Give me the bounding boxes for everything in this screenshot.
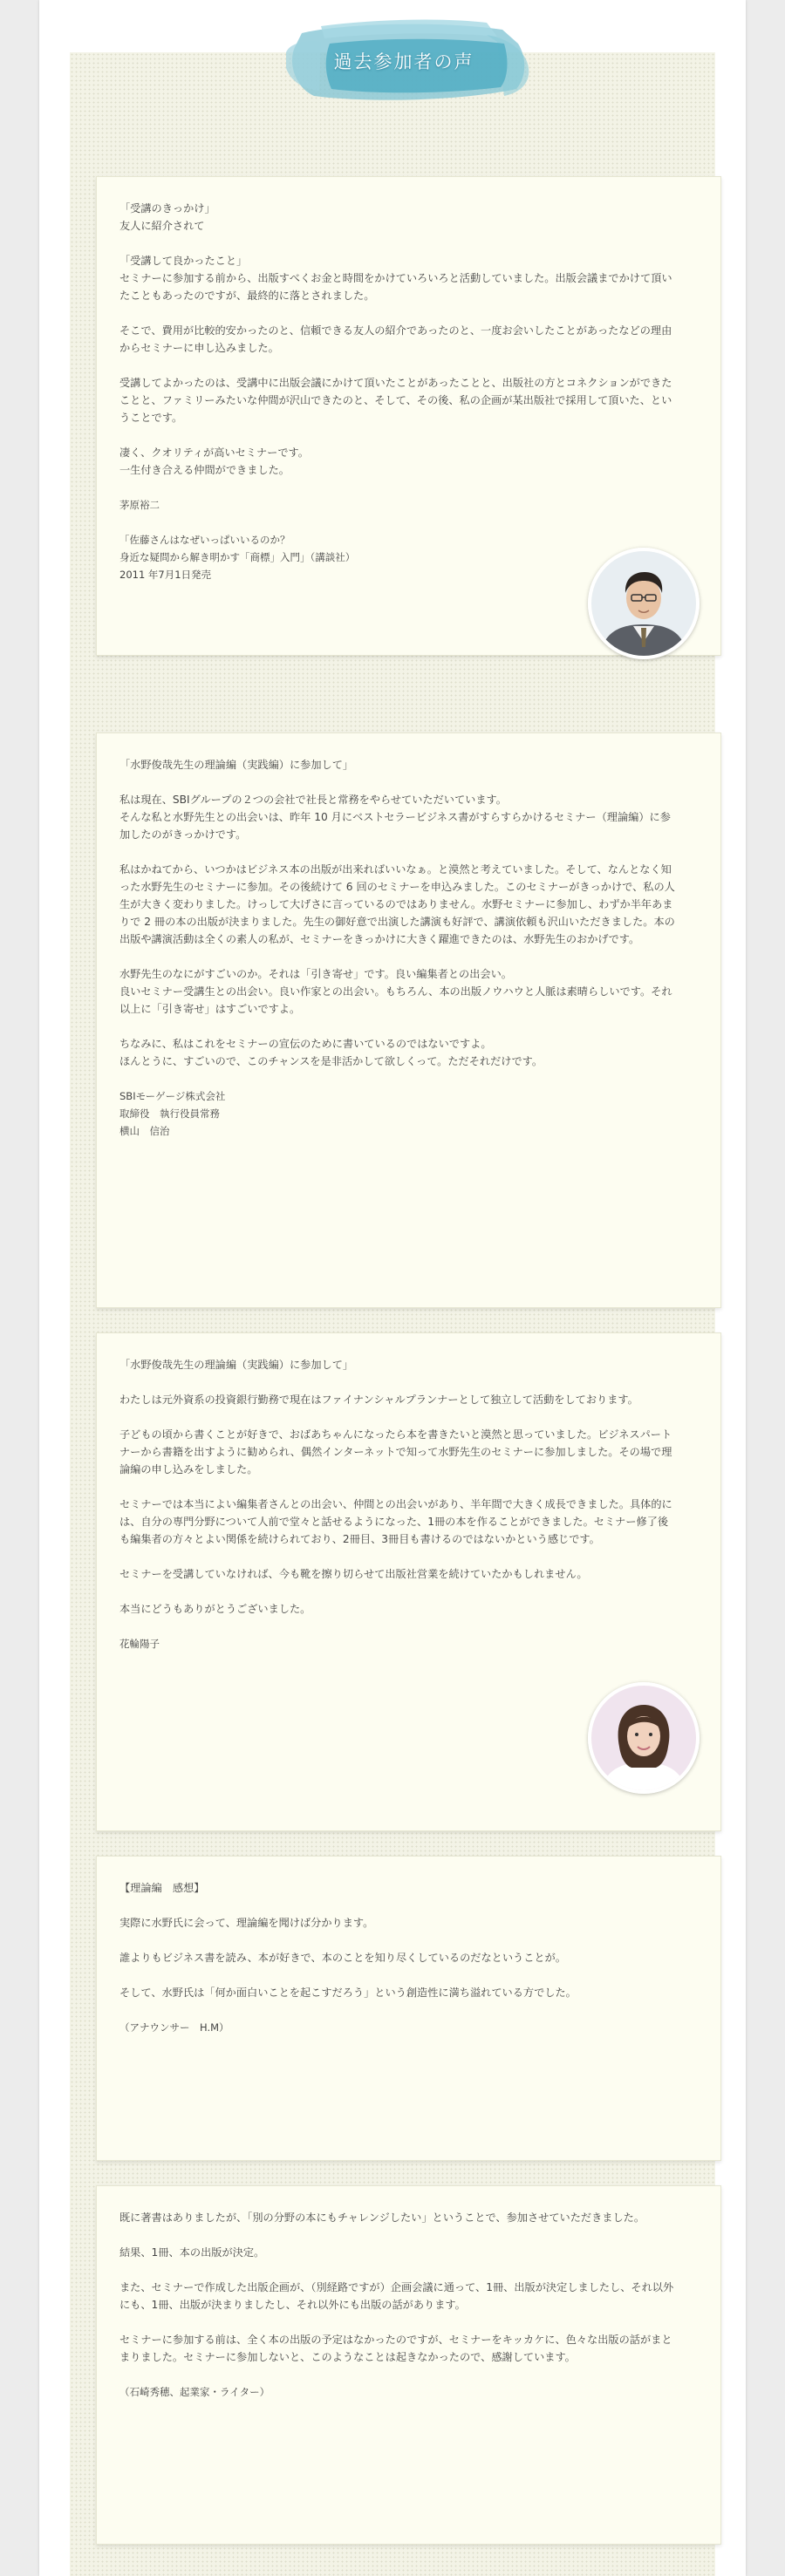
testimonial-text: セミナーに参加する前は、全く本の出版の予定はなかったのですが、セミナーをキッカケに、色々な出版の話がまとまりました。セミナーに参加しないと、このようなことは起きなかったので、感謝しています。: [119, 2334, 672, 2363]
testimonial-text: また、セミナーで作成した出版企画が、（別経路ですが）企画会議に通って、1冊、出版が決定しましたし、それ以外にも、1冊、出版が決まりましたし、それ以外にも出版の話があります。: [119, 2281, 674, 2311]
testimonial-text: 水野先生のなにがすごいのか。それは「引き寄せ」です。良い編集者との出会い。 良いセミナー受講生との出会い。良い作家との出会い。もちろん、本の出版ノウハウと人脈は素晴らしいです。それ以上に「引き寄せ」はすごいですよ。: [119, 968, 672, 1015]
testimonial-author: （アナウンサー H.M）: [119, 2021, 229, 2034]
testimonial-card-3: [96, 1332, 721, 1831]
testimonial-author: （石崎秀穂、起業家・ライター）: [119, 2386, 270, 2398]
testimonial-text: 本当にどうもありがとうございました。: [119, 1603, 311, 1615]
page: [39, 0, 746, 2576]
testimonial-text: 「受講して良かったこと」 セミナーに参加する前から、出版すべくお金と時間をかけていろいろと活動していました。出版会議までかけて頂いたこともあったのですが、最終的に落とされました。: [119, 255, 672, 302]
testimonial-text: 私は現在、SBIグループの２つの会社で社長と常務をやらせていただいています。 そんな私と水野先生との出会いは、昨年 10 月にベストセラービジネス書がすらすらかけるセミナー（理論編）に参加したのがきっかけです。: [119, 794, 671, 841]
testimonial-text: そこで、費用が比較的安かったのと、信頼できる友人の紹介であったのと、一度お会いしたことがあったなどの理由からセミナーに申し込みました。: [119, 324, 672, 354]
testimonial-text: 誰よりもビジネス書を読み、本が好きで、本のことを知り尽くしているのだなということが。: [119, 1952, 566, 1964]
testimonial-text: 私はかねてから、いつかはビジネス本の出版が出来ればいいなぁ。と漠然と考えていました。そして、なんとなく知った水野先生のセミナーに参加。その後続けて 6 回のセミナーを申込みました。このセミナーがきっかけで、私の人生が大きく変わりました。けっして大げさに言っているのではありません。水野セミナーに参加し、わずか半年あまりで 2 冊の本の出版が決まりました。先生の御好意で出演した講演も好評で、講演依頼も沢山いただきました。本の出版や講演活動は全くの素人の私が、セミナーをきっかけに大きく躍進できたのは、水野先生のおかげです。: [119, 863, 675, 945]
testimonial-card-4: [96, 1856, 721, 2161]
man-portrait-icon: [591, 551, 696, 656]
testimonial-author: 花輪陽子: [119, 1638, 160, 1650]
testimonial-text: 受講してよかったのは、受講中に出版会議にかけて頂いたことがあったことと、出版社の方とコネクションができたことと、ファミリーみたいな仲間が沢山できたのと、そして、その後、私の企画が某出版社で採用して頂いた、ということです。: [119, 377, 672, 424]
testimonial-text: セミナーを受講していなければ、今も靴を擦り切らせて出版社営業を続けていたかもしれません。: [119, 1568, 588, 1580]
testimonial-text: ちなみに、私はこれをセミナーの宣伝のために書いているのではないですよ。 ほんとうに、すごいので、このチャンスを是非活かして欲しくって。ただそれだけです。: [119, 1038, 543, 1067]
testimonial-card-2: [96, 733, 721, 1308]
testimonial-text: 「水野俊哉先生の理論編（実践編）に参加して」: [119, 759, 354, 771]
testimonial-text: 子どもの頃から書くことが好きで、おばあちゃんになったら本を書きたいと漠然と思っていました。ビジネスパートナーから書籍を出すように勧められ、偶然インターネットで知って水野先生のセミナーに参加しました。その場で理論編の申し込みをしました。: [119, 1428, 672, 1475]
testimonial-text: 既に著書はありましたが、「別の分野の本にもチャレンジしたい」ということで、参加させていただきました。: [119, 2211, 645, 2224]
author-photo: [588, 548, 700, 659]
testimonial-text: そして、水野氏は「何か面白いことを起こすだろう」という創造性に満ち溢れている方でした。: [119, 1987, 577, 1999]
testimonial-author: 茅原裕二: [119, 499, 160, 511]
testimonial-text: 「受講のきっかけ」 友人に紹介されて: [119, 202, 215, 232]
testimonial-text: わたしは元外資系の投資銀行勤務で現在はファイナンシャルプランナーとして独立して活動をしております。: [119, 1394, 638, 1406]
testimonial-author: SBIモーゲージ株式会社 取締役 執行役員常務 横山 信治: [119, 1090, 226, 1137]
testimonial-card-5: [96, 2185, 721, 2545]
woman-portrait-icon: [591, 1686, 696, 1790]
testimonial-text: 凄く、クオリティが高いセミナーです。 一生付き合える仲間ができました。: [119, 446, 309, 476]
testimonial-text: 【理論編 感想】: [119, 1882, 205, 1894]
author-photo: [588, 1682, 700, 1794]
testimonial-text: セミナーでは本当によい編集者さんとの出会い、仲間との出会いがあり、半年間で大きく成長できました。具体的には、自分の専門分野について人前で堂々と話せるようになった、1冊の本を作ることができました。セミナー修了後も編集者の方々とよい関係を続けられており、2冊目、3冊目も書けるのではないかという感じです。: [119, 1498, 672, 1545]
testimonial-text: 結果、1冊、本の出版が決定。: [119, 2246, 265, 2259]
section-title-ribbon: [269, 17, 539, 105]
testimonial-text: 「水野俊哉先生の理論編（実践編）に参加して」: [119, 1359, 354, 1371]
testimonial-card-1: [96, 176, 721, 656]
testimonial-text: 実際に水野氏に会って、理論編を聞けば分かります。: [119, 1917, 374, 1929]
book-info: 「佐藤さんはなぜいっぱいいるのか？ 身近な疑問から解き明かす「商標」入門」（講談社） 2011 年7月1日発売: [119, 534, 356, 581]
section-title: 過去参加者の声: [333, 51, 474, 72]
